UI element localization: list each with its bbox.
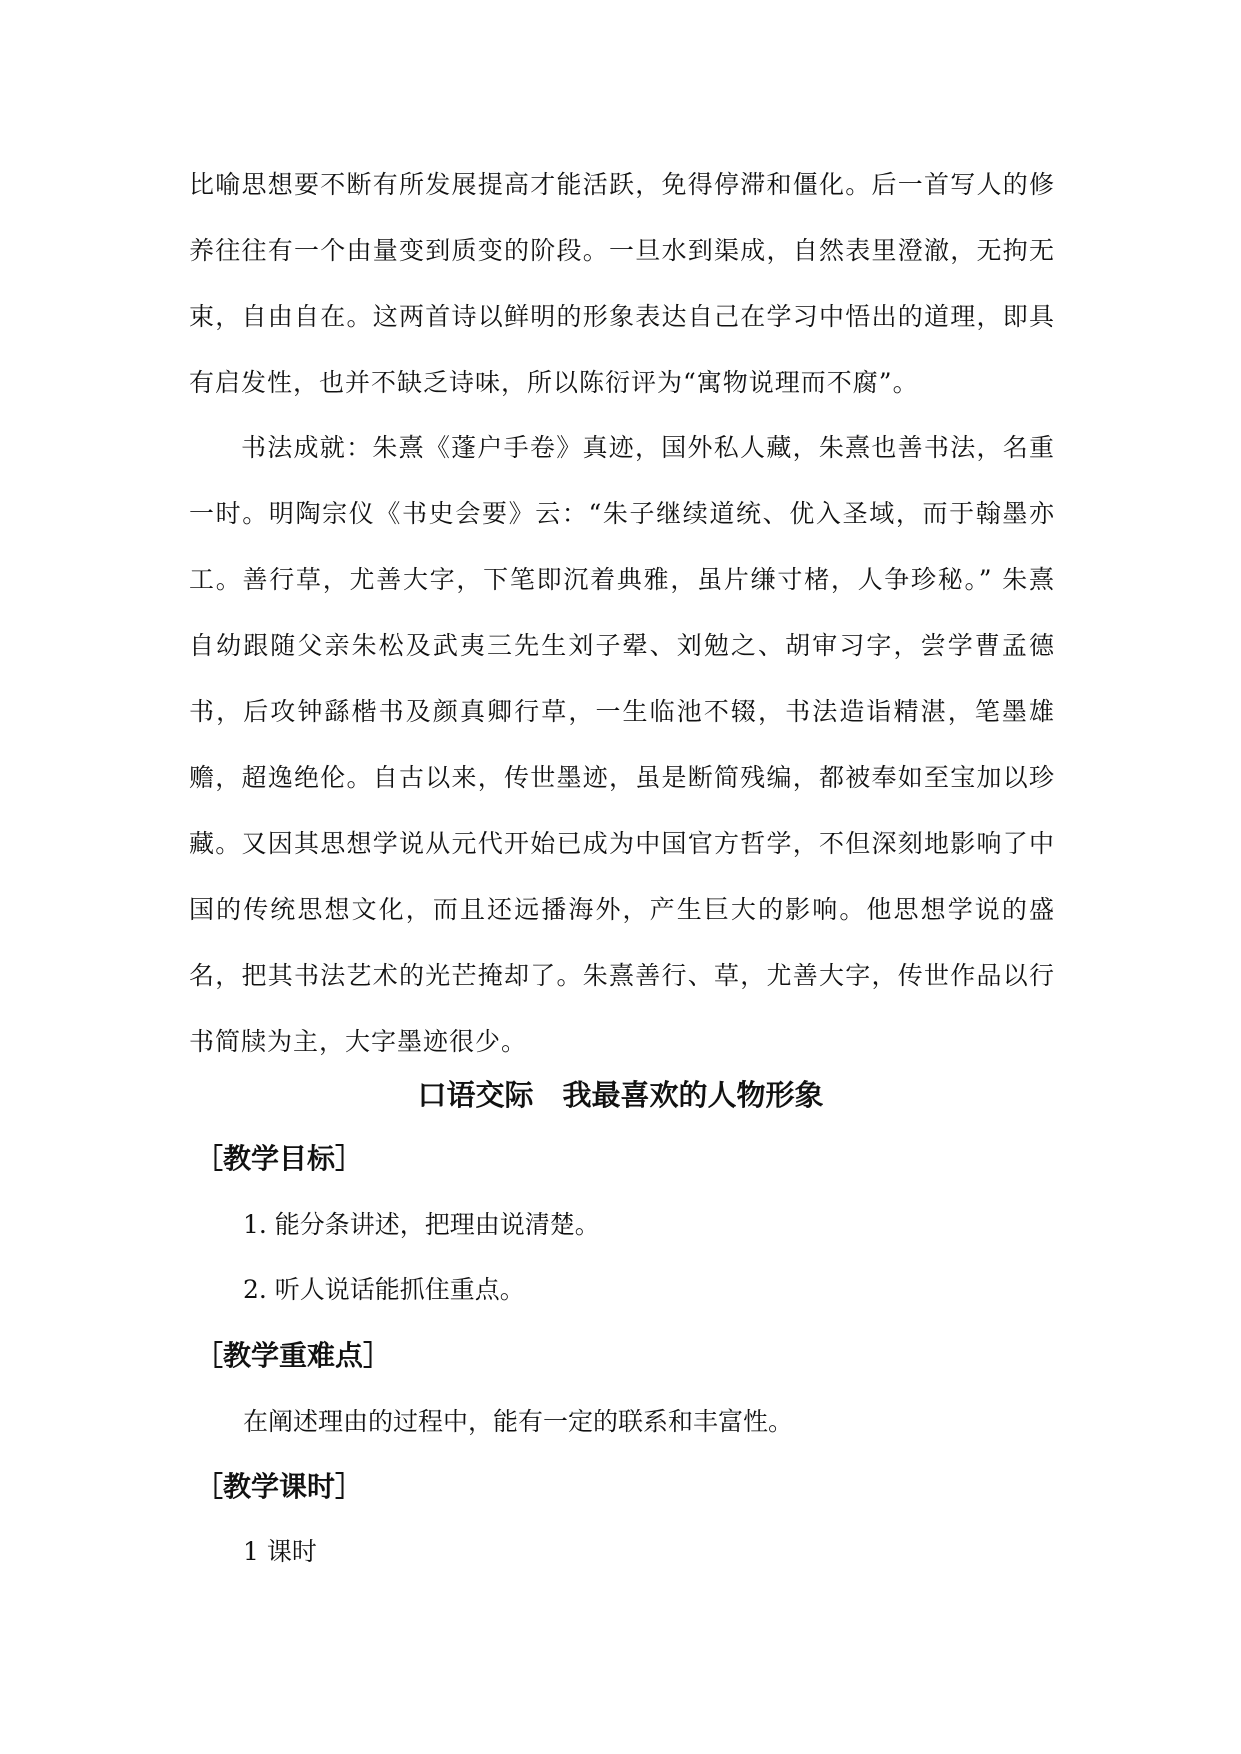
body-paragraph-poem-analysis: 比喻思想要不断有所发展提高才能活跃，免得停滞和僵化。后一首写人的修养往往有一个由量变到质变的阶段。一旦水到渠成，自然表里澄澈，无拘无束，自由自在。这两首诗以鲜明的形象表达自己在学习中悟出的道理，即具有启发性，也并不缺乏诗味，所以陈衍评为“寓物说理而不腐”。 [189, 170, 1055, 397]
class-hours-heading: ［教学课时］ [195, 1470, 364, 1503]
objectives-heading: ［教学目标］ [195, 1142, 364, 1175]
objective-item-2: 2. 听人说话能抓住重点。 [243, 1275, 525, 1304]
objective-item-1: 1. 能分条讲述，把理由说清楚。 [243, 1210, 600, 1239]
class-hours-text: 1 课时 [243, 1537, 317, 1566]
body-paragraph-calligraphy: 书法成就：朱熹《蓬户手卷》真迹，国外私人藏，朱熹也善书法，名重一时。明陶宗仪《书史会要》云：“朱子继续道统、优入圣域，而于翰墨亦工。善行草，尤善大字，下笔即沉着典雅，虽片缣寸楮，人争珍秘。” 朱熹自幼跟随父亲朱松及武夷三先生刘子翚、刘勉之、胡审习字，尝学曹孟德书，后攻钟繇楷书及颜真卿行草，一生临池不辍，书法造诣精湛，笔墨雄赡，超逸绝伦。自古以来，传世墨迹，虽是断简残编，都被奉如至宝加以珍藏。又因其思想学说从元代开始已成为中国官方哲学，不但深刻地影响了中国的传统思想文化，而且还远播海外，产生巨大的影响。他思想学说的盛名，把其书法艺术的光芒掩却了。朱熹善行、草，尤善大字，传世作品以行书简牍为主，大字墨迹很少。 [189, 433, 1055, 1056]
lesson-title: 口语交际 我最喜欢的人物形象 [417, 1078, 824, 1112]
key-points-text: 在阐述理由的过程中，能有一定的联系和丰富性。 [243, 1407, 794, 1436]
key-points-heading: ［教学重难点］ [195, 1339, 392, 1372]
